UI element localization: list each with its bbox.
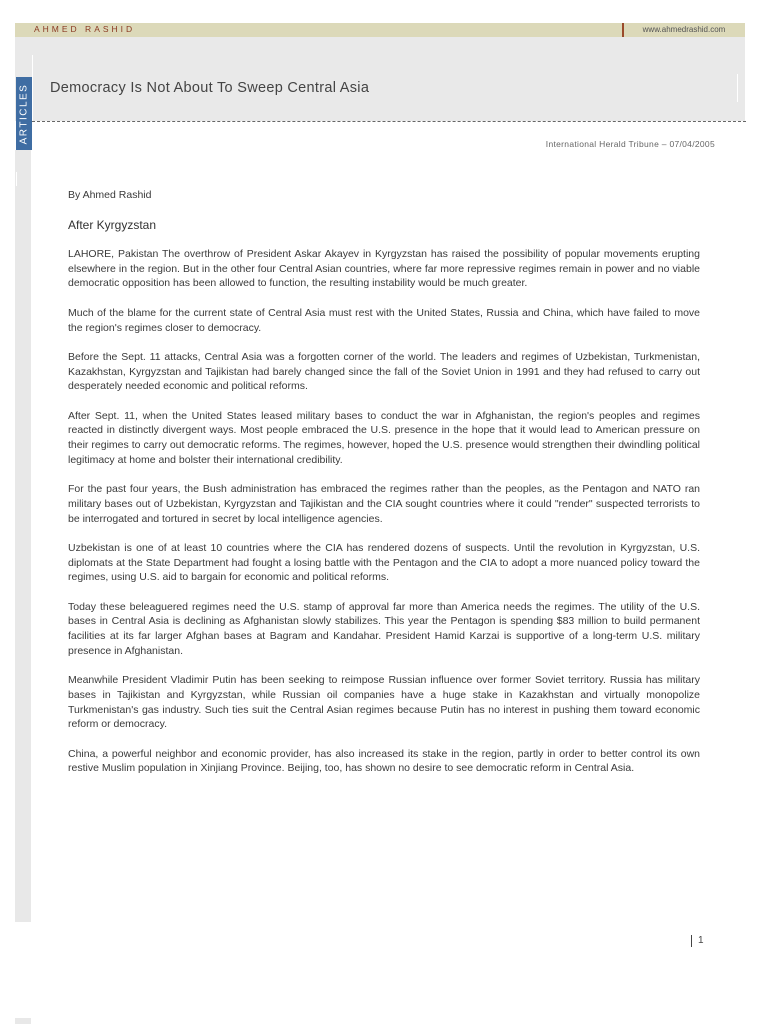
page-number: 1	[691, 935, 704, 947]
paragraph: For the past four years, the Bush administration has embraced the regimes rather than the peoples, as the Pentagon and NATO ran military bases out of Uzbekistan, Kyrgyzstan and Tajikistan and the CIA sought countries where it could "render" suspected terrorists to be interrogated and tortured in secret by local intelligence agencies.	[68, 483, 700, 525]
bottom-margin-stub	[15, 1018, 31, 1024]
paragraph: Much of the blame for the current state of Central Asia must rest with the United States, Russia and China, which have failed to move the region's regimes closer to democracy.	[68, 306, 700, 334]
paragraph: After Sept. 11, when the United States leased military bases to conduct the war in Afghanistan, the region's peoples and regimes reacted in distinctly divergent ways. Most people embraced the U.S. presence in the hope that it would lead to American pressure on their regimes to carry out democratic reforms. The regimes, however, hoped the U.S. presence would strengthen their dwindling political legitimacy at home and bolster their international credibility.	[68, 409, 700, 466]
author-name: AHMED RASHID	[34, 24, 136, 34]
paragraph: China, a powerful neighbor and economic provider, has also increased its stake in the region, partly in order to better control its own restive Muslim population in Xinjiang Province. Beijing, too, has shown no desire to see democratic reform in Central Asia.	[68, 747, 700, 775]
articles-tab-label: ARTICLES	[18, 83, 30, 144]
header-divider-right	[737, 74, 738, 102]
paragraph: Today these beleaguered regimes need the U.S. stamp of approval far more than America needs the regimes. The utility of the U.S. bases in Central Asia is declining as Afghanistan slowly stabilizes. This year the Pentagon is spending $83 million to build permanent facilities at its far larger Afghan bases at Bagram and Kandahar. President Hamid Karzai is supportive of a long-term U.S. military presence in Afghanistan.	[68, 600, 700, 657]
left-margin-strip	[15, 150, 31, 922]
article-subhead: After Kyrgyzstan	[68, 218, 157, 232]
paragraph: Before the Sept. 11 attacks, Central Asia was a forgotten corner of the world. The leaders and regimes of Uzbekistan, Turkmenistan, Kazakhstan, Kyrgyzstan and Tajikistan had barely changed since the fall of the Soviet Union in 1991 and they had refused to carry out desperately needed economic and political reforms.	[68, 350, 700, 393]
paragraph: Meanwhile President Vladimir Putin has been seeking to reimpose Russian influence over former Soviet territory. Russia has military bases in Tajikistan and Kyrgyzstan, while Russian oil companies have a huge stake in Kazakhstan and virtually monopolize Turkmenistan's gas industry. Such ties suit the Central Asian regimes because Putin has no interest in pushing them toward economic reform or democracy.	[68, 674, 700, 731]
source-date: International Herald Tribune – 07/04/2005	[545, 139, 715, 149]
paragraph: Uzbekistan is one of at least 10 countries where the CIA has rendered dozens of suspects. Until the revolution in Kyrgyzstan, U.S. diplomats at the State Department had fought a losing battle with the Pentagon and the CIA to adopt a more nuanced policy toward the regimes, using U.S. aid to bargain for economic and political reforms.	[68, 541, 700, 584]
dashed-divider	[32, 121, 746, 122]
paragraph: LAHORE, Pakistan The overthrow of President Askar Akayev in Kyrgyzstan has raised the possibility of popular movements erupting elsewhere in the region. But in the other four Central Asian countries, where far more repressive regimes remain in power and no viable democratic opposition has been allowed to function, the resulting instability would be much greater.	[68, 248, 700, 290]
article-body	[68, 247, 700, 791]
header-panel	[15, 37, 745, 121]
articles-section-tab[interactable]	[16, 77, 32, 150]
byline: By Ahmed Rashid	[68, 189, 152, 201]
site-url-link[interactable]: www.ahmedrashid.com	[622, 23, 744, 37]
strip-mark	[16, 172, 17, 186]
header-divider	[32, 55, 33, 121]
article-title: Democracy Is Not About To Sweep Central Asia	[50, 80, 370, 96]
